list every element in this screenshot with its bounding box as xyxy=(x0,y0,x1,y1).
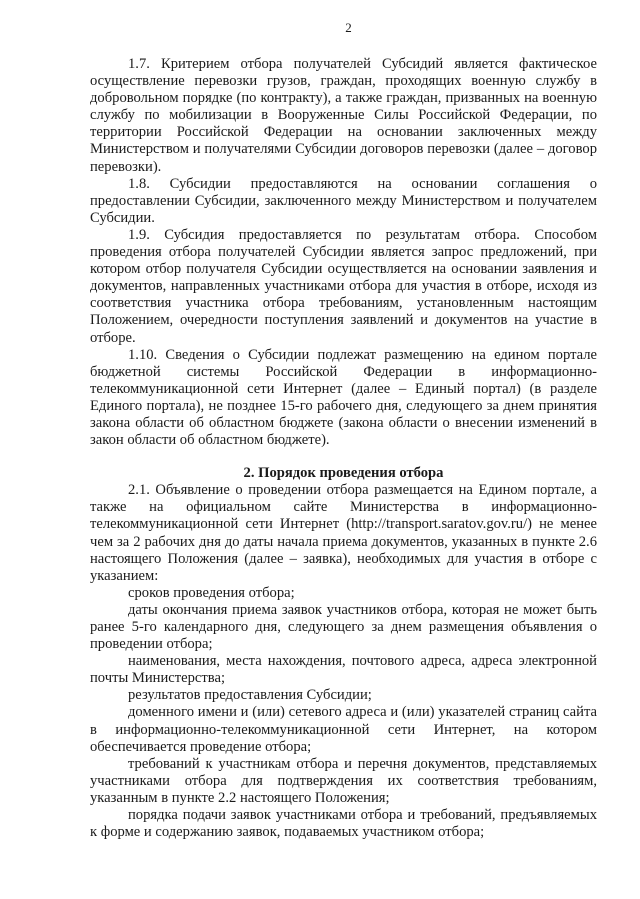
paragraph-1-8: 1.8. Субсидии предоставляются на основании соглашения о предоставлении Субсидии, заключенного между Министерством и получателем Субсидии. xyxy=(90,175,597,226)
list-item-domain: доменного имени и (или) сетевого адреса и (или) указателей страниц сайта в информационно-телекоммуникационной сети Интернет, на котором обеспечивается проведение отбора; xyxy=(90,704,597,755)
paragraph-1-7: 1.7. Критерием отбора получателей Субсидий является фактическое осуществление перевозки грузов, граждан, проходящих военную службу в добровольном порядке (по контракту), а также граждан, призванных на военную службу по мобилизации в Вооруженные Силы Российской Федерации, по территории Российской Федерации на основании заключенных между Министерством и получателями Субсидии договоров перевозки (далее – договор перевозки). xyxy=(90,56,597,175)
list-item-deadline: даты окончания приема заявок участников отбора, которая не может быть ранее 5-го календарного дня, следующего за днем размещения объявления о проведении отбора; xyxy=(90,601,597,653)
list-item-dates: сроков проведения отбора; xyxy=(128,584,295,601)
list-item-ministry-contacts: наименования, места нахождения, почтового адреса, адреса электронной почты Министерства; xyxy=(90,653,597,687)
list-item-requirements: требований к участникам отбора и перечня документов, представляемых участниками отбора для подтверждения их соответствия требованиям, указанным в пункте 2.2 настоящего Положения; xyxy=(90,755,597,806)
paragraph-1-10: 1.10. Сведения о Субсидии подлежат размещению на едином портале бюджетной системы Российской Федерации в информационно-телекоммуникационной сети Интернет (далее – Единый портал) (в разделе Единого портала), не позднее 15-го рабочего дня, следующего за днем принятия закона области об областном бюджете (закона области о внесении изменений в закон области об областном бюджете). xyxy=(90,346,597,449)
list-item-results: результатов предоставления Субсидии; xyxy=(128,687,372,704)
list-item-submission-order: порядка подачи заявок участниками отбора и требований, предъявляемых к форме и содержанию заявок, подаваемых участником отбора; xyxy=(90,807,597,841)
paragraph-2-1: 2.1. Объявление о проведении отбора размещается на Едином портале, а также на официальном сайте Министерства в информационно-телекоммуникационной сети Интернет (http://transport.saratov.gov.ru/) не менее чем за 2 рабочих дня до даты начала приема документов, указанных в пункте 2.6 настоящего Положения (далее – заявка), необходимых для участия в отборе с указанием: xyxy=(90,482,597,584)
paragraph-1-9: 1.9. Субсидия предоставляется по результатам отбора. Способом проведения отбора получателей Субсидии является запрос предложений, при котором отбор получателя Субсидии осуществляется на основании заявления и документов, направленных участниками отбора для участия в отборе, исходя из соответствия участника отбора требованиям, установленным настоящим Положением, очередности поступления заявлений и документов на участие в отборе. xyxy=(90,226,597,346)
page-number: 2 xyxy=(345,20,352,35)
section-heading: 2. Порядок проведения отбора xyxy=(243,465,444,482)
